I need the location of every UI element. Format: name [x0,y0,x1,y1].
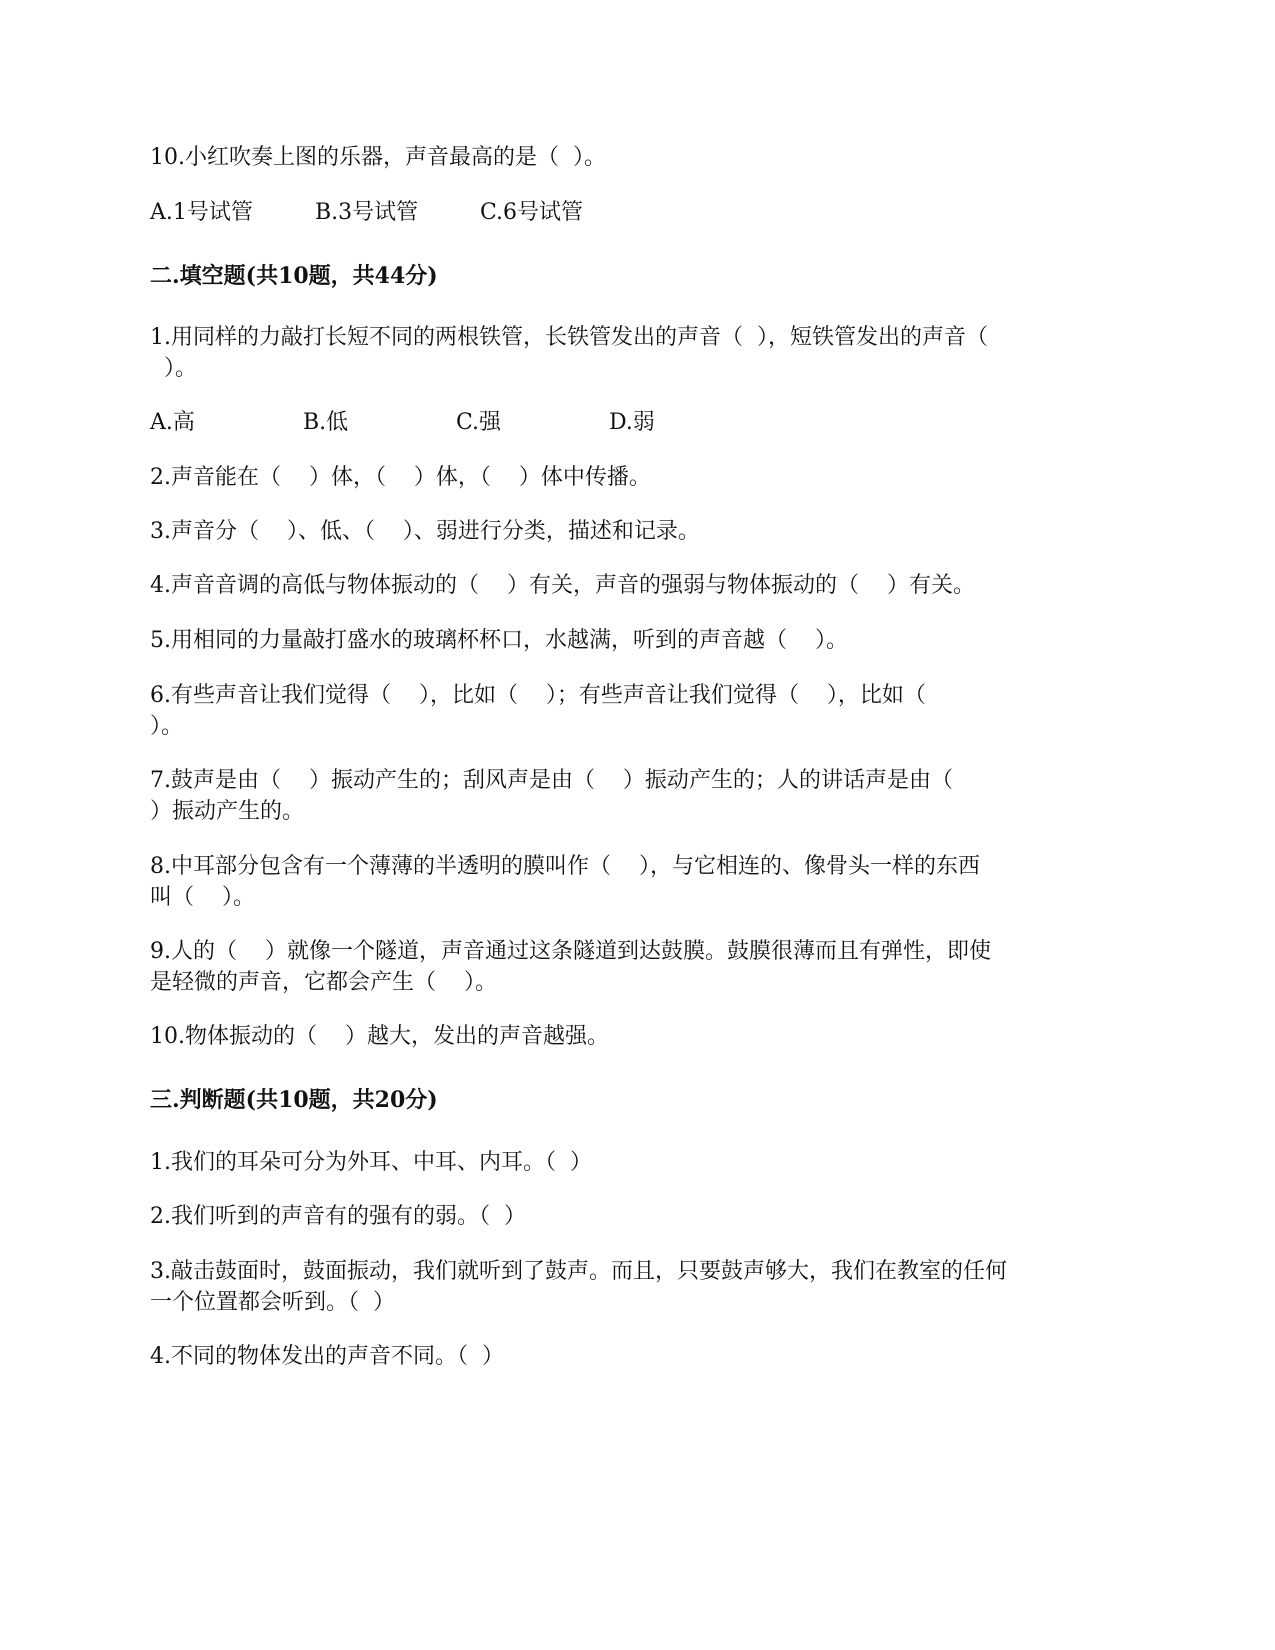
option-b: B.低 [303,410,349,435]
judge-question-1: 1.我们的耳朵可分为外耳、中耳、内耳。（ ） [150,1150,592,1175]
fill-question-8-line1: 8.中耳部分包含有一个薄薄的半透明的膜叫作（ ），与它相连的、像骨头一样的东西 [150,854,980,879]
fill-question-1-line1: 1.用同样的力敲打长短不同的两根铁管，长铁管发出的声音（ ），短铁管发出的声音（ [150,325,988,350]
fill-question-6-line1: 6.有些声音让我们觉得（ ），比如（ ）；有些声音让我们觉得（ ），比如（ [150,683,926,708]
option-d: D.弱 [609,410,655,435]
option-a: A.高 [150,410,195,435]
option-a: A.1号试管 [150,200,253,225]
fill-question-2: 2.声音能在（ ）体，（ ）体，（ ）体中传播。 [150,465,651,490]
document-page [150,0,1125,1650]
fill-question-4: 4.声音音调的高低与物体振动的（ ）有关，声音的强弱与物体振动的（ ）有关。 [150,573,975,598]
choice-question-10: 10.小红吹奏上图的乐器，声音最高的是（ ）。 [150,145,606,170]
option-c: C.6号试管 [480,200,584,225]
option-c: C.强 [456,410,502,435]
judge-question-2: 2.我们听到的声音有的强有的弱。（ ） [150,1204,526,1229]
fill-question-5: 5.用相同的力量敲打盛水的玻璃杯杯口，水越满，听到的声音越（ ）。 [150,628,848,653]
fill-question-9-line1: 9.人的（ ）就像一个隧道，声音通过这条隧道到达鼓膜。鼓膜很薄而且有弹性，即使 [150,939,991,964]
judge-question-4: 4.不同的物体发出的声音不同。（ ） [150,1344,504,1369]
fill-question-6-line2: ）。 [150,714,184,739]
fill-question-1-options [150,407,1125,439]
option-b: B.3号试管 [315,200,419,225]
judge-question-3-line2: 一个位置都会听到。（ ） [150,1290,395,1315]
fill-question-7-line2: ）振动产生的。 [150,799,305,824]
fill-question-7-line1: 7.鼓声是由（ ）振动产生的；刮风声是由（ ）振动产生的；人的讲话声是由（ [150,768,953,793]
judge-question-3-line1: 3.敲击鼓面时，鼓面振动，我们就听到了鼓声。而且，只要鼓声够大，我们在教室的任何 [150,1259,1007,1284]
fill-question-10: 10.物体振动的（ ）越大，发出的声音越强。 [150,1024,609,1049]
fill-question-9-line2: 是轻微的声音，它都会产生（ ）。 [150,970,497,995]
fill-question-3: 3.声音分（ ）、低、（ ）、弱进行分类，描述和记录。 [150,519,700,544]
fill-question-1-line2: ）。 [150,356,198,381]
fill-question-8-line2: 叫（ ）。 [150,885,255,910]
section-heading-fill-in: 二.填空题(共10题，共44分) [150,263,438,289]
choice-question-10-options [150,197,1125,229]
section-heading-true-false: 三.判断题(共10题，共20分) [150,1087,438,1113]
